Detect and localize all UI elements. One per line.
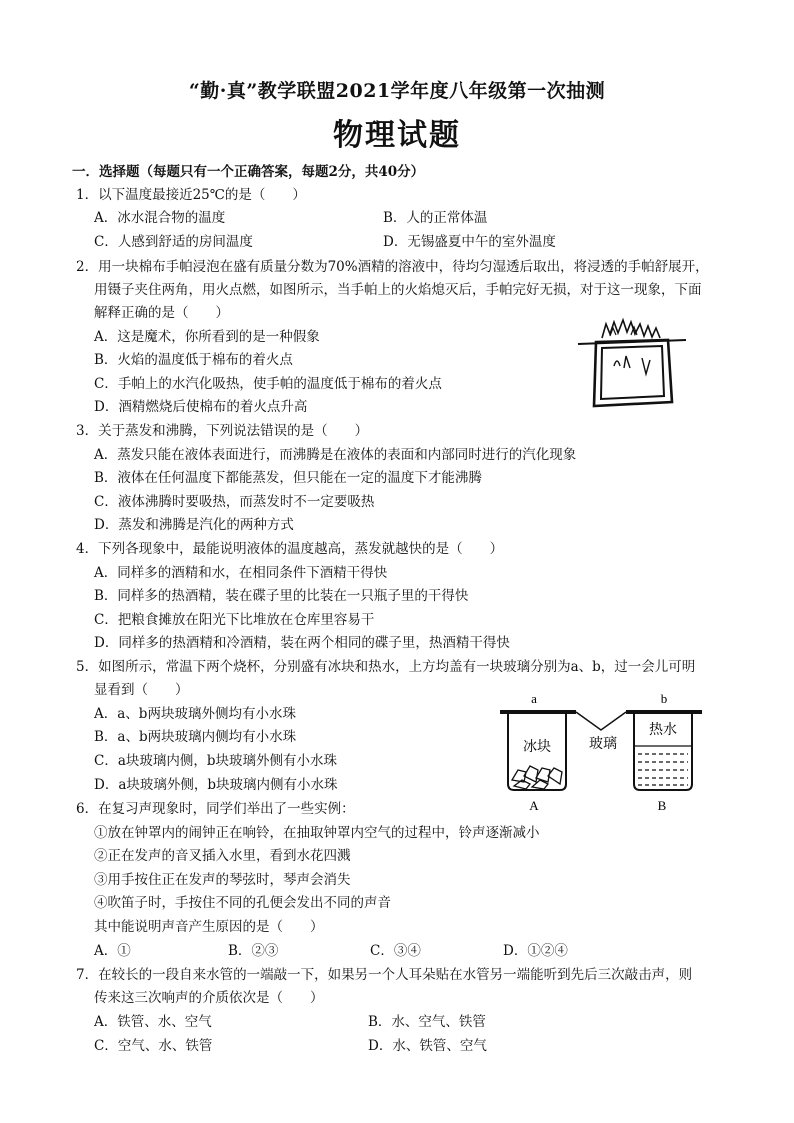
q5-option-c: C．a块玻璃内侧，b块玻璃外侧有小水珠 bbox=[94, 753, 338, 769]
q2-stem-line1: 2．用一块棉布手帕浸泡在盛有质量分数为70%酒精的溶液中，待均匀湿透后取出，将浸透的手帕舒展开， bbox=[76, 259, 709, 275]
q2-option-b: B．火焰的温度低于棉布的着火点 bbox=[94, 352, 293, 368]
q3-option-b: B．液体在任何温度下都能蒸发，但只能在一定的温度下才能沸腾 bbox=[94, 470, 482, 486]
q2-option-d: D．酒精燃烧后使棉布的着火点升高 bbox=[94, 399, 308, 415]
q5-option-d: D．a块玻璃外侧，b块玻璃内侧有小水珠 bbox=[94, 777, 338, 793]
q1-option-c: C．人感到舒适的房间温度 bbox=[94, 234, 253, 250]
q4-option-b: B．同样多的热酒精，装在碟子里的比装在一只瓶子里的干得快 bbox=[94, 588, 469, 604]
q6-item-1: ①放在钟罩内的闹钟正在响铃，在抽取钟罩内空气的过程中，铃声逐渐减小 bbox=[94, 825, 540, 841]
q4-option-a: A．同样多的酒精和水，在相同条件下酒精干得快 bbox=[94, 565, 388, 581]
q1-stem: 1．以下温度最接近25℃的是（ ） bbox=[76, 187, 306, 203]
q7-option-d: D．水、铁管、空气 bbox=[368, 1038, 487, 1054]
q3-option-c: C．液体沸腾时要吸热，而蒸发时不一定要吸热 bbox=[94, 494, 375, 510]
q1-option-d: D．无锡盛夏中午的室外温度 bbox=[383, 234, 556, 250]
q3-stem: 3．关于蒸发和沸腾，下列说法错误的是（ ） bbox=[76, 423, 369, 439]
q5-option-b: B．a、b两块玻璃内侧均有小水珠 bbox=[94, 729, 297, 745]
q2-option-c: C．手帕上的水汽化吸热，使手帕的温度低于棉布的着火点 bbox=[94, 376, 442, 392]
beaker-a-caption: A bbox=[529, 798, 539, 813]
q6-option-c: C．③④ bbox=[370, 943, 421, 959]
section-heading: 一．选择题（每题只有一个正确答案，每题2分，共40分） bbox=[72, 164, 425, 180]
q6-option-a: A．① bbox=[94, 943, 131, 959]
q3-option-d: D．蒸发和沸腾是汽化的两种方式 bbox=[94, 517, 294, 533]
q4-stem: 4．下列各现象中，最能说明液体的温度越高，蒸发就越快的是（ ） bbox=[76, 541, 504, 557]
q7-stem-line2: 传来这三次响声的介质依次是（ ） bbox=[94, 990, 324, 1006]
ice-label: 冰块 bbox=[523, 739, 551, 755]
exam-subtitle: 物理试题 bbox=[333, 118, 461, 153]
hot-water-label: 热水 bbox=[649, 722, 677, 738]
q7-option-a: A．铁管、水、空气 bbox=[94, 1014, 212, 1030]
q5-stem-line2: 显看到（ ） bbox=[94, 682, 189, 698]
q5-option-a: A．a、b两块玻璃外侧均有小水珠 bbox=[94, 706, 296, 722]
q2-stem-line3: 解释正确的是（ ） bbox=[94, 305, 229, 321]
q2-stem-line2: 用镊子夹住两角，用火点燃，如图所示，当手帕上的火焰熄灭后，手帕完好无损，对于这一现象，下面 bbox=[94, 282, 702, 298]
q6-option-b: B．②③ bbox=[228, 943, 279, 959]
exam-title: “勤·真”教学联盟2021学年度八年级第一次抽测 bbox=[188, 80, 606, 102]
q1-option-b: B．人的正常体温 bbox=[383, 210, 488, 226]
q4-option-c: C．把粮食摊放在阳光下比堆放在仓库里容易干 bbox=[94, 612, 375, 628]
ice-cubes bbox=[512, 766, 562, 789]
q1-option-a: A．冰水混合物的温度 bbox=[94, 210, 226, 226]
glass-a-label: a bbox=[531, 691, 537, 706]
q6-question: 其中能说明声音产生原因的是（ ） bbox=[94, 919, 324, 935]
q3-option-a: A．蒸发只能在液体表面进行，而沸腾是在液体的表面和内部同时进行的汽化现象 bbox=[94, 447, 577, 463]
q6-stem: 6．在复习声现象时，同学们举出了一些实例： bbox=[76, 801, 355, 817]
q4-option-d: D．同样多的热酒精和冷酒精，装在两个相同的碟子里，热酒精干得快 bbox=[94, 635, 510, 651]
q6-option-d: D．①②④ bbox=[503, 943, 568, 959]
q6-item-2: ②正在发声的音叉插入水里，看到水花四溅 bbox=[94, 848, 351, 864]
q5-stem-line1: 5．如图所示，常温下两个烧杯，分别盛有冰块和热水，上方均盖有一块玻璃分别为a、b，过一会儿可明 bbox=[76, 659, 696, 675]
q7-stem-line1: 7．在较长的一段自来水管的一端敲一下，如果另一个人耳朵贴在水管另一端能听到先后三次敲击声，则 bbox=[76, 967, 693, 983]
beaker-b-caption: B bbox=[657, 798, 667, 813]
q6-item-3: ③用手按住正在发声的琴弦时，琴声会消失 bbox=[94, 872, 351, 888]
q6-item-4: ④吹笛子时，手按住不同的孔便会发出不同的声音 bbox=[94, 895, 391, 911]
water-lines bbox=[638, 754, 688, 785]
beakers-figure bbox=[496, 690, 708, 818]
q7-option-c: C．空气、水、铁管 bbox=[94, 1038, 213, 1054]
q7-option-b: B．水、空气、铁管 bbox=[368, 1014, 486, 1030]
q2-option-a: A．这是魔术，你所看到的是一种假象 bbox=[94, 329, 320, 345]
handkerchief-figure bbox=[576, 316, 688, 412]
glass-b-label: b bbox=[660, 691, 668, 706]
glass-label: 玻璃 bbox=[589, 736, 617, 752]
